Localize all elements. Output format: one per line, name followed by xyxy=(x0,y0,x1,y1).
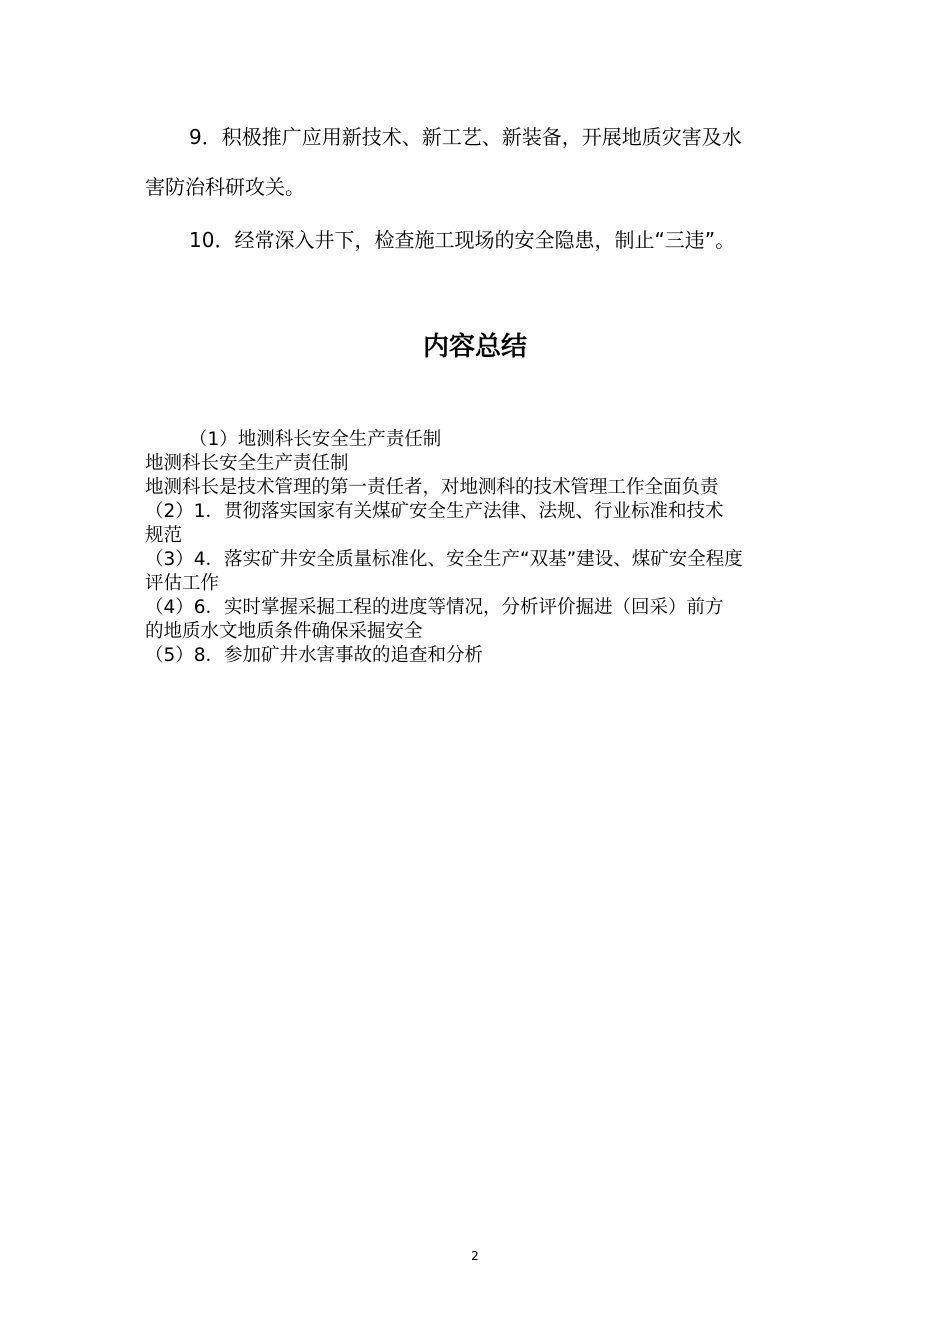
summary-line: 地测科长是技术管理的第一责任者，对地测科的技术管理工作全面负责 xyxy=(145,477,719,498)
summary-line: 的地质水文地质条件确保采掘安全 xyxy=(145,621,423,642)
item-10: 10．经常深入井下，检查施工现场的安全隐患，制止“三违”。 xyxy=(189,228,736,252)
page-number: 2 xyxy=(471,1249,479,1263)
summary-line: （1）地测科长安全生产责任制 xyxy=(189,429,442,450)
summary-line: （4）6．实时掌握采掘工程的进度等情况，分析评价掘进（回采）前方 xyxy=(145,597,724,618)
summary-line: （5）8．参加矿井水害事故的追查和分析 xyxy=(145,645,484,666)
summary-list xyxy=(145,428,825,668)
summary-line: （3）4．落实矿井安全质量标准化、安全生产“双基”建设、煤矿安全程度 xyxy=(145,549,743,570)
item-9-line-2: 害防治科研攻关。 xyxy=(145,175,305,199)
item-9-line-1: 9．积极推广应用新技术、新工艺、新装备，开展地质灾害及水 xyxy=(189,125,742,149)
summary-line: 地测科长安全生产责任制 xyxy=(145,453,349,474)
summary-line: 评估工作 xyxy=(145,573,220,594)
summary-line: （2）1．贯彻落实国家有关煤矿安全生产法律、法规、行业标准和技术 xyxy=(145,501,724,522)
summary-title: 内容总结 xyxy=(422,332,527,362)
summary-line: 规范 xyxy=(145,525,183,546)
